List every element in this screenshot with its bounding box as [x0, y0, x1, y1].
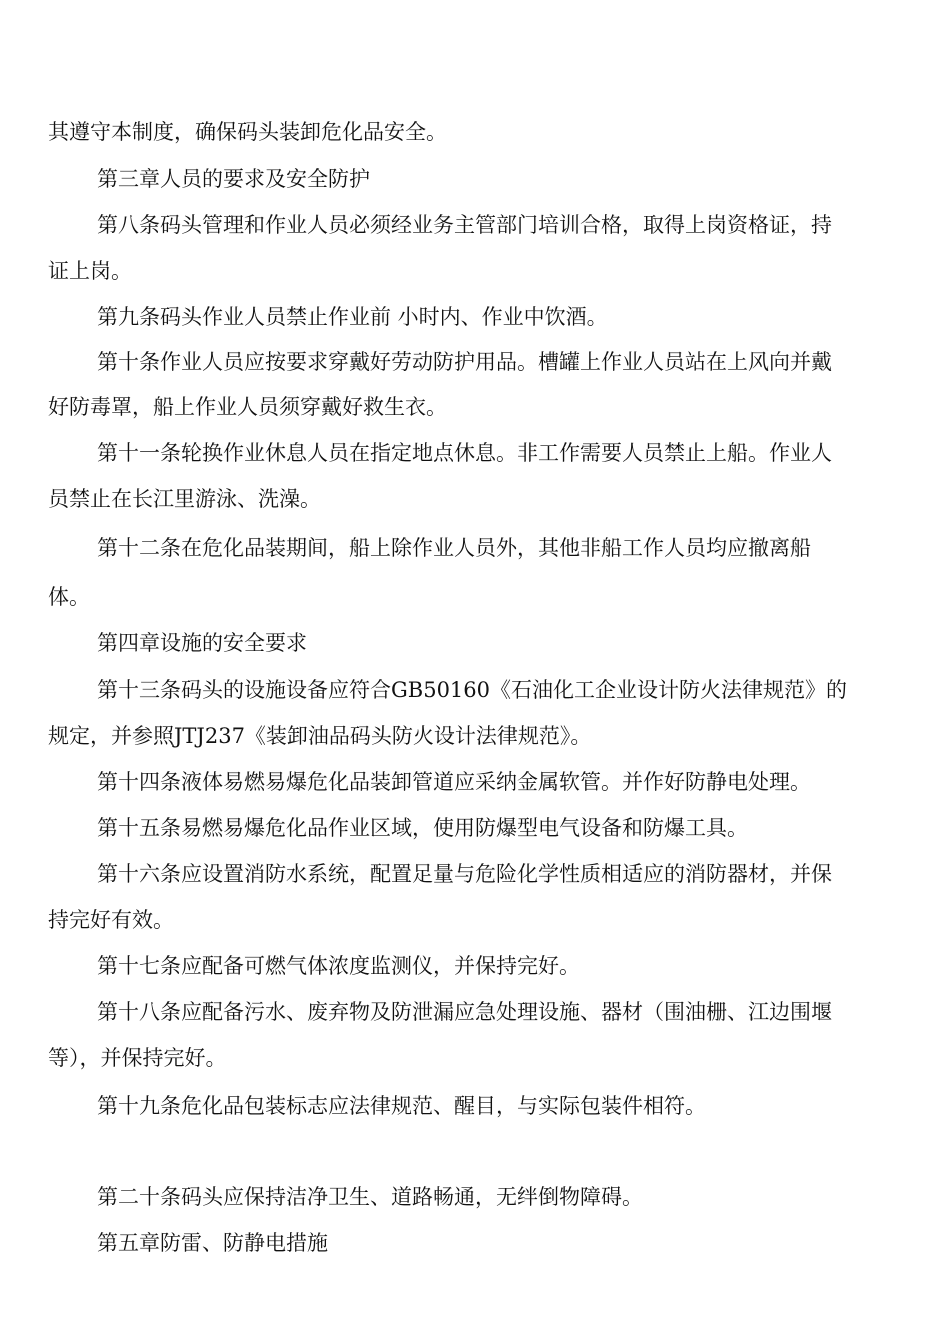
paragraph-line: 第十四条液体易燃易爆危化品装卸管道应采纳金属软管。并作好防静电处理。: [97, 770, 811, 794]
paragraph-line: 第十二条在危化品装期间，船上除作业人员外，其他非船工作人员均应撤离船: [97, 536, 811, 560]
paragraph-line: 体。: [48, 585, 90, 609]
paragraph-line: 第十一条轮换作业休息人员在指定地点休息。非工作需要人员禁止上船。作业人: [97, 441, 832, 465]
paragraph-line: 第十七条应配备可燃气体浓度监测仪，并保持完好。: [97, 954, 580, 978]
paragraph-line: 第十条作业人员应按要求穿戴好劳动防护用品。槽罐上作业人员站在上风向并戴: [97, 350, 832, 374]
paragraph-line: 第十三条码头的设施设备应符合GB50160《石油化工企业设计防火法律规范》的: [97, 678, 848, 702]
paragraph-line: 第十六条应设置消防水系统，配置足量与危险化学性质相适应的消防器材，并保: [97, 862, 832, 886]
paragraph-line: 员禁止在长江里游泳、洗澡。: [48, 487, 321, 511]
paragraph-line: 第十九条危化品包装标志应法律规范、醒目，与实际包装件相符。: [97, 1094, 706, 1118]
paragraph-line: 第十八条应配备污水、废弃物及防泄漏应急处理设施、器材（围油栅、江边围堰: [97, 1000, 832, 1024]
paragraph-line: 证上岗。: [48, 259, 132, 283]
paragraph-line: 其遵守本制度，确保码头装卸危化品安全。: [48, 120, 447, 144]
paragraph-line: 等），并保持完好。: [48, 1046, 227, 1070]
paragraph-line: 好防毒罩，船上作业人员须穿戴好救生衣。: [48, 395, 447, 419]
chapter-heading: 第四章设施的安全要求: [97, 631, 307, 655]
paragraph-line: 第二十条码头应保持洁净卫生、道路畅通，无绊倒物障碍。: [97, 1185, 643, 1209]
paragraph-line: 第九条码头作业人员禁止作业前 小时内、作业中饮酒。: [97, 305, 608, 329]
paragraph-line: 规定，并参照JTJ237《装卸油品码头防火设计法律规范》。: [48, 724, 592, 748]
paragraph-line: 第八条码头管理和作业人员必须经业务主管部门培训合格，取得上岗资格证，持: [97, 213, 832, 237]
chapter-heading: 第五章防雷、防静电措施: [97, 1231, 328, 1255]
paragraph-line: 持完好有效。: [48, 908, 174, 932]
chapter-heading: 第三章人员的要求及安全防护: [97, 167, 370, 191]
paragraph-line: 第十五条易燃易爆危化品作业区域，使用防爆型电气设备和防爆工具。: [97, 816, 748, 840]
